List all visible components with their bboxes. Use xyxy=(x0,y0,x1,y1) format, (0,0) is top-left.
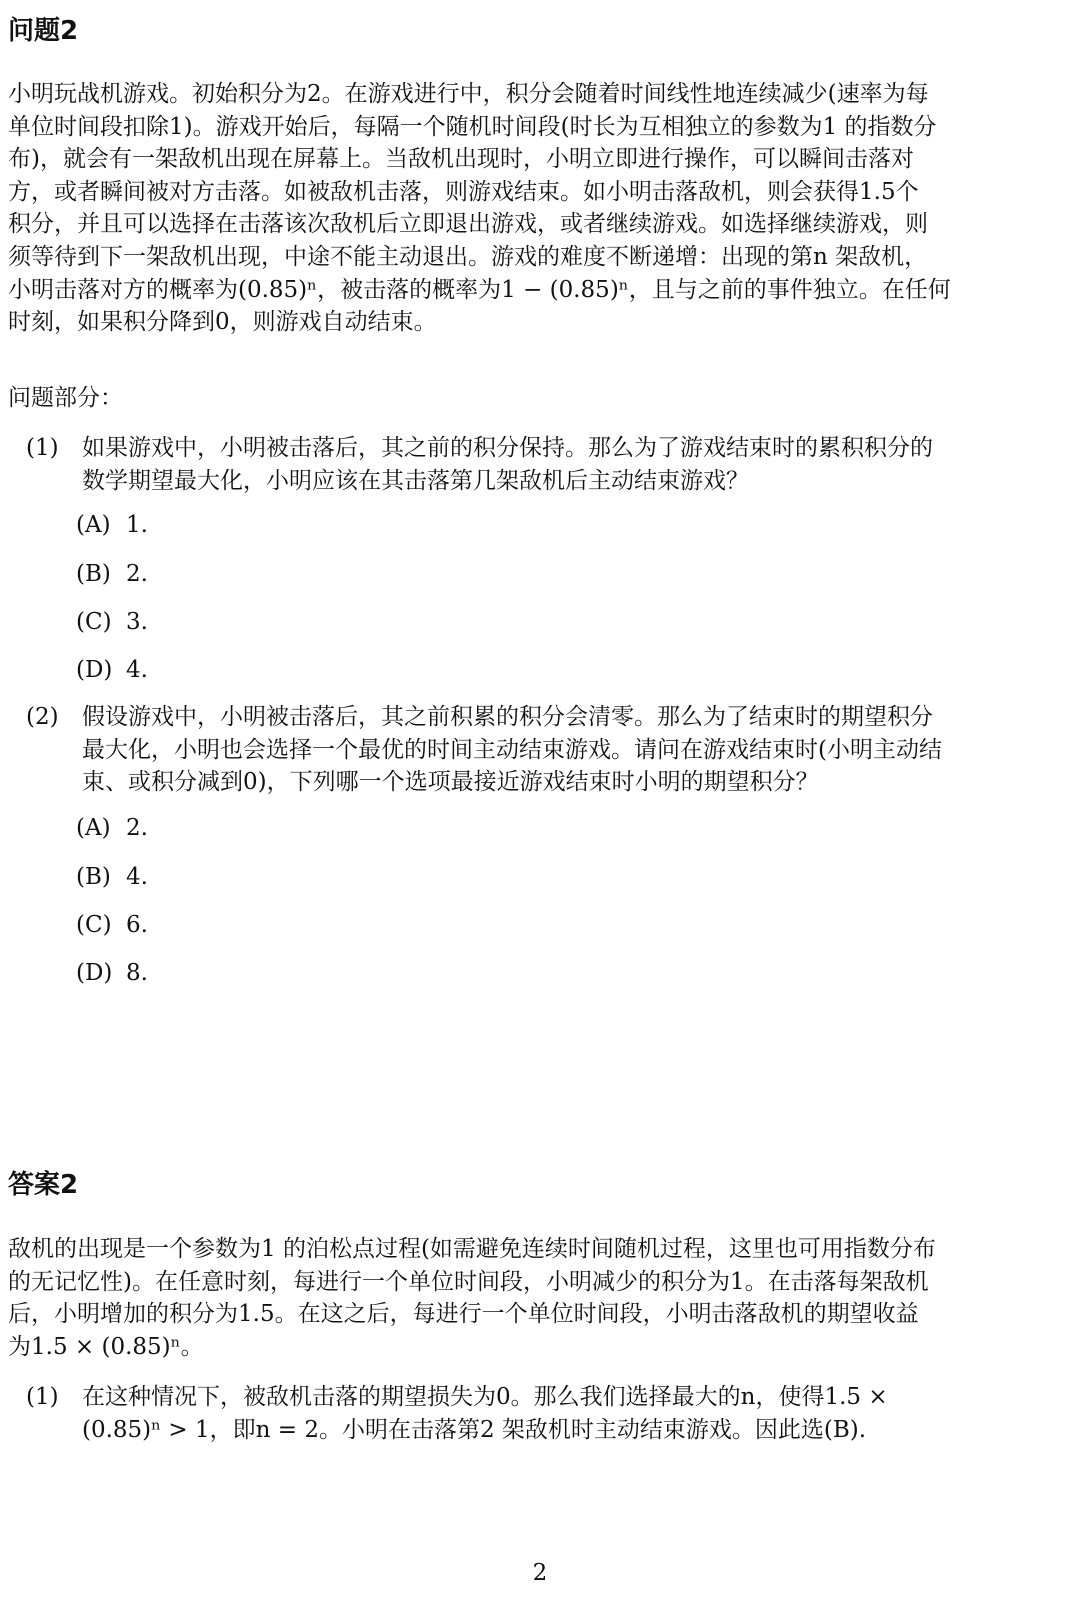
answer-title: 答案2 xyxy=(8,1170,79,1200)
intro-line: 时刻，如果积分降到0，则游戏自动结束。 xyxy=(8,309,437,336)
question-line: 束、或积分减到0)，下列哪一个选项最接近游戏结束时小明的期望积分？ xyxy=(82,769,819,796)
section-label: 问题部分： xyxy=(8,385,123,411)
intro-line: 单位时间段扣除1)。游戏开始后，每隔一个随机时间段(时长为互相独立的参数为1 的指数分 xyxy=(8,113,937,140)
option-c xyxy=(76,607,148,637)
intro-line: 积分，并且可以选择在击落该次敌机后立即退出游戏，或者继续游戏。如选择继续游戏，则 xyxy=(8,211,928,238)
option-b xyxy=(76,559,148,589)
answer-line: 后，小明增加的积分为1.5。在这之后，每进行一个单位时间段，小明击落敌机的期望收益 xyxy=(8,1301,919,1328)
answer-item-line: 在这种情况下，被敌机击落的期望损失为0。那么我们选择最大的n，使得1.5 × xyxy=(82,1384,888,1410)
answer-line: 敌机的出现是一个参数为1 的泊松点过程(如需避免连续时间随机过程，这里也可用指数分布 xyxy=(8,1236,936,1262)
option-text: 3. xyxy=(126,609,148,635)
option-label: (A) xyxy=(76,815,111,841)
question-line: 最大化，小明也会选择一个最优的时间主动结束游戏。请问在游戏结束时(小明主动结 xyxy=(82,736,942,763)
answer-intro xyxy=(8,1233,1072,1363)
question-number: (2) xyxy=(26,704,59,730)
intro-line: 小明击落对方的概率为(0.85)ⁿ，被击落的概率为1 − (0.85)ⁿ，且与之前的事件独立。在任何 xyxy=(8,276,951,303)
problem-title: 问题2 xyxy=(8,16,79,46)
option-label: (D) xyxy=(76,657,113,683)
option-label: (B) xyxy=(76,561,111,587)
answer-item-1 xyxy=(26,1381,1072,1446)
option-a xyxy=(76,510,148,540)
option-text: 2. xyxy=(126,815,148,841)
answer-item-line: (0.85)ⁿ > 1，即n = 2。小明在击落第2 架敌机时主动结束游戏。因此选(B). xyxy=(82,1416,867,1443)
option-label: (C) xyxy=(76,912,112,938)
option-b xyxy=(76,862,148,892)
question-line: 如果游戏中，小明被击落后，其之前的积分保持。那么为了游戏结束时的累积积分的 xyxy=(82,435,933,461)
intro-line: 须等待到下一架敌机出现，中途不能主动退出。游戏的难度不断递增：出现的第n 架敌机， xyxy=(8,243,928,270)
intro-line: 布)，就会有一架敌机出现在屏幕上。当敌机出现时，小明立即进行操作，可以瞬间击落对 xyxy=(8,146,914,173)
option-d xyxy=(76,655,148,685)
intro-line: 小明玩战机游戏。初始积分为2。在游戏进行中，积分会随着时间线性地连续减少(速率为每 xyxy=(8,81,929,107)
question-number: (1) xyxy=(26,435,59,461)
option-c xyxy=(76,910,148,940)
option-text: 2. xyxy=(126,561,148,587)
option-text: 4. xyxy=(126,864,148,890)
option-text: 4. xyxy=(126,657,148,683)
intro-line: 方，或者瞬间被对方击落。如被敌机击落，则游戏结束。如小明击落敌机，则会获得1.5个 xyxy=(8,178,919,205)
question-line: 假设游戏中，小明被击落后，其之前积累的积分会清零。那么为了结束时的期望积分 xyxy=(82,704,933,730)
option-label: (B) xyxy=(76,864,111,890)
question-2 xyxy=(26,701,1072,799)
problem-intro xyxy=(8,78,1072,339)
question-1 xyxy=(26,432,1072,497)
option-a xyxy=(76,813,148,843)
answer-line: 的无记忆性)。在任意时刻，每进行一个单位时间段，小明减少的积分为1。在击落每架敌机 xyxy=(8,1268,929,1295)
option-d xyxy=(76,958,148,988)
answer-line: 为1.5 × (0.85)ⁿ。 xyxy=(8,1333,204,1360)
option-text: 1. xyxy=(126,512,148,538)
option-label: (D) xyxy=(76,960,113,986)
option-text: 8. xyxy=(126,960,148,986)
answer-number: (1) xyxy=(26,1384,59,1410)
option-label: (A) xyxy=(76,512,111,538)
question-line: 数学期望最大化，小明应该在其击落第几架敌机后主动结束游戏？ xyxy=(82,467,749,494)
page-number: 2 xyxy=(532,1560,548,1586)
option-text: 6. xyxy=(126,912,148,938)
option-label: (C) xyxy=(76,609,112,635)
